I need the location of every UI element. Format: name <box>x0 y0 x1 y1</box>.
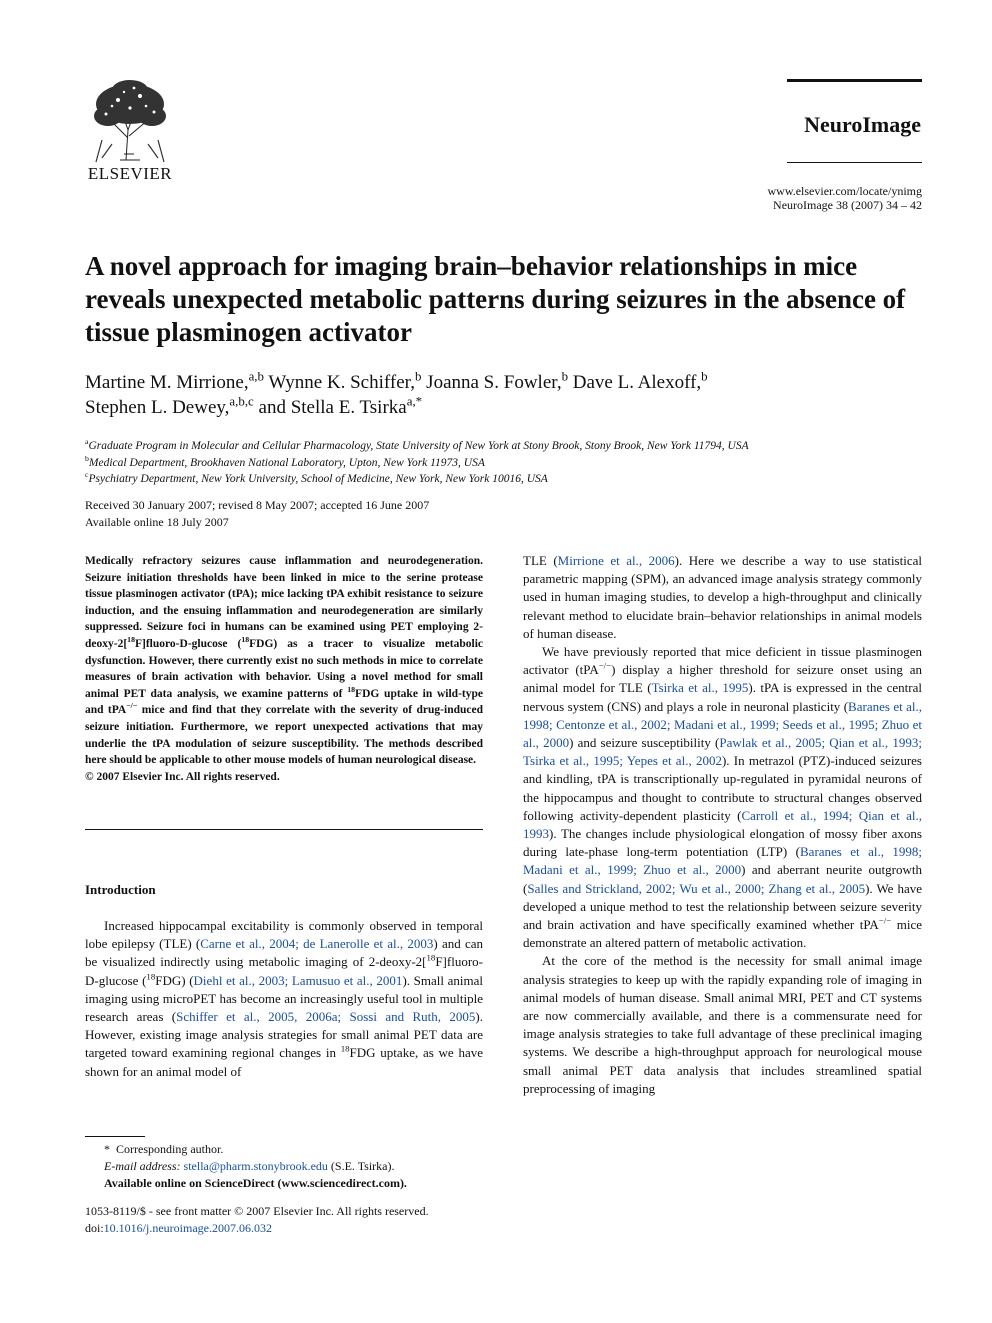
paragraph: TLE (Mirrione et al., 2006). Here we describe a way to use statistical parametric mapping (SPM), an advanced image analysis strategy commonly used in human imaging studies, to develop a high-throughput and clinically relevant method to elucidate brain–behavior relationships in animal models of human disease. <box>523 553 922 641</box>
elsevier-tree-icon <box>82 78 178 162</box>
doi-link[interactable]: 10.1016/j.neuroimage.2007.06.032 <box>103 1221 272 1235</box>
corresponding-author-note: * Corresponding author. <box>104 1142 224 1156</box>
reference-link[interactable]: Schiffer et al., 2005, 2006a; Sossi and Ruth, 2005 <box>176 1009 476 1025</box>
journal-citation: NeuroImage 38 (2007) 34 – 42 <box>773 198 922 212</box>
paragraph: We have previously reported that mice deficient in tissue plasminogen activator (tPA−/−) display a higher threshold for seizure onset using an animal model for TLE (Tsirka et al., 1995). tPA is expressed in the central nervous system (CNS) and plays a role in neuronal plasticity (Baranes et al., 1998; Centonze et al., 2002; Madani et al., 1999; Seeds et al., 1995; Zhuo et al., 2000) and seizure susceptibility (Pawlak et al., 2005; Qian et al., 1993; Tsirka et al., 1995; Yepes et al., 2002). In metrazol (PTZ)-induced seizures and kindling, tPA is transcriptionally up-regulated in pyramidal neurons of the hippocampus and thought to contribute to structural changes observed following activity-dependent plasticity (Carroll et al., 1994; Qian et al., 1993). The changes include physiological elongation of mossy fiber axons during late-phase long-term potentiation (LTP) (Baranes et al., 1998; Madani et al., 1999; Zhuo et al., 2000) and aberrant neurite outgrowth (Salles and Strickland, 2002; Wu et al., 2000; Zhang et al., 2005). We have developed a unique method to test the relationship between seizure severity and brain activation and have specifically examined whether tPA−/− mice demonstrate an altered pattern of metabolic activation. <box>523 644 923 951</box>
elsevier-logo <box>80 78 180 184</box>
author-name: Stephen L. Dewey, <box>85 397 230 418</box>
affiliation-text: Graduate Program in Molecular and Cellular Pharmacology, State University of New York at Stony Brook, Stony Brook, New York 11794, USA <box>88 440 749 452</box>
journal-rule-bottom <box>787 162 922 163</box>
paragraph: Increased hippocampal excitability is commonly observed in temporal lobe epilepsy (TLE) (Carne et al., 2004; de Lanerolle et al., 2003) and can be visualized indirectly using metabolic imaging of 2-deoxy-2[$^{18}$F]fluoro-D-glucose ($^{18}$FDG) (Diehl et al., 2003; Lamusuo et al., 2001). Small animal imaging using microPET has become an increasingly useful tool in multiple research areas (Schiffer et al., 2005, 2006a; Sossi and Ruth, 2005). However, existing image analysis strategies for small animal PET data are targeted toward examining regional changes in $^{18}$FDG uptake, as we have shown for an animal model of <box>85 918 484 1079</box>
paragraph: At the core of the method is the necessity for small animal image analysis strategies to keep up with the rapidly expanding role of imaging in animal models of human disease. Small animal MRI, PET and CT systems are now commercially available, and there is a commensurate need for image analysis strategies to take full advantage of these preclinical imaging systems. We describe a high-throughput approach for neurological mouse small animal PET data analysis that includes streamlined spatial preprocessing of imaging <box>523 953 922 1096</box>
reference-link[interactable]: Diehl et al., 2003; Lamusuo et al., 2001 <box>193 972 403 988</box>
affiliation-list <box>85 438 945 488</box>
footnote-divider <box>85 1136 145 1137</box>
copyright-block <box>85 1203 505 1237</box>
affiliation-item <box>85 438 945 455</box>
author-list <box>85 370 925 420</box>
journal-url[interactable]: www.elsevier.com/locate/ynimg <box>767 184 922 198</box>
affiliation-mark: c <box>85 470 89 480</box>
affiliation-mark: b <box>85 453 89 463</box>
body-column-left <box>85 917 483 1081</box>
author-name: Dave L. Alexoff, <box>572 372 702 393</box>
affiliation-item <box>85 455 945 472</box>
affiliation-item <box>85 471 945 488</box>
author-name: Martine M. Mirrione, <box>85 372 249 393</box>
journal-name: NeuroImage <box>804 112 921 137</box>
reference-link[interactable]: Carroll et al., 1994; Qian et al., 1993 <box>523 807 923 842</box>
abstract-text: Medically refractory seizures cause inflammation and neurodegeneration. Seizure initiation thresholds have been linked in mice to the serine protease tissue plasminogen activator (tPA); mice lacking tPA exhibit resistance to seizure induction, and the ensuing inflammation and neurodegeneration are similarly suppressed. Seizure foci in humans can be examined using PET employing 2-deoxy-2[$^{18}$F]fluoro-D-glucose ($^{18}$FDG) as a tracer to visualize metabolic dysfunction. However, there currently exist no such methods in mice to correlate measures of brain activation with behavior. Using a novel method for small animal PET data analysis, we examine patterns of $^{18}$FDG uptake in wild-type and tPA−/− mice and find that they correlate with the severity of drug-induced seizure initiation. Furthermore, we report unexpected activations that may underlie the tPA modulation of seizure susceptibility. The methods described here should be applicable to other mouse models of human neurological disease. <box>85 555 483 767</box>
author-name: Joanna S. Fowler, <box>426 372 562 393</box>
author-affiliation-mark: b <box>561 368 569 384</box>
article-dates <box>85 497 685 531</box>
publisher-name: ELSEVIER <box>87 164 173 183</box>
received-date: Received 30 January 2007; revised 8 May 2007; accepted 16 June 2007 <box>85 498 430 512</box>
reference-link[interactable]: Mirrione et al., 2006 <box>557 553 675 568</box>
author-affiliation-mark: a,b,c <box>229 393 254 409</box>
issn-line: 1053-8119/$ - see front matter © 2007 Elsevier Inc. All rights reserved. <box>85 1204 429 1218</box>
section-heading-introduction: Introduction <box>85 882 156 897</box>
reference-link[interactable]: Baranes et al., 1998; Centonze et al., 2002; Madani et al., 1999; Seeds et al., 1995; Zhuo et al., 2000 <box>523 698 922 751</box>
sciencedirect-note: Available online on ScienceDirect (www.sciencedirect.com). <box>104 1176 407 1190</box>
abstract-copyright: © 2007 Elsevier Inc. All rights reserved. <box>85 770 280 783</box>
author-name: Wynne K. Schiffer, <box>268 372 415 393</box>
reference-link[interactable]: Salles and Strickland, 2002; Wu et al., 2000; Zhang et al., 2005 <box>527 880 866 896</box>
affiliation-text: Psychiatry Department, New York University, School of Medicine, New York, New York 10016, USA <box>88 473 548 485</box>
footnote <box>85 1141 485 1192</box>
author-affiliation-mark: a,b <box>248 368 264 384</box>
author-name: and Stella E. Tsirka <box>258 397 407 418</box>
email-link[interactable]: stella@pharm.stonybrook.edu <box>183 1159 328 1173</box>
online-date: Available online 18 July 2007 <box>85 515 229 529</box>
author-affiliation-mark: b <box>701 368 708 384</box>
reference-link[interactable]: Baranes et al., 1998; Madani et al., 1999; Zhuo et al., 2000 <box>523 844 922 878</box>
abstract-divider <box>85 829 483 830</box>
abstract <box>85 553 483 785</box>
reference-link[interactable]: Tsirka et al., 1995 <box>651 680 749 696</box>
email-note: E-mail address: stella@pharm.stonybrook.edu (S.E. Tsirka). <box>104 1159 395 1173</box>
body-column-right <box>523 552 922 1098</box>
affiliation-mark: a <box>85 437 89 447</box>
reference-link[interactable]: Carne et al., 2004; de Lanerolle et al., 2003 <box>200 936 434 952</box>
journal-rule-top <box>787 79 922 82</box>
author-affiliation-mark: a,* <box>406 393 423 409</box>
affiliation-text: Medical Department, Brookhaven National Laboratory, Upton, New York 11973, USA <box>88 456 485 469</box>
doi-line: doi:10.1016/j.neuroimage.2007.06.032 <box>85 1221 272 1235</box>
article-title: A novel approach for imaging brain–behavior relationships in mice reveals unexpected metabolic patterns during seizures in the absence of tissue plasminogen activator <box>85 251 906 347</box>
reference-link[interactable]: Pawlak et al., 2005; Qian et al., 1993; Tsirka et al., 1995; Yepes et al., 2002 <box>523 735 922 769</box>
author-affiliation-mark: b <box>414 368 422 384</box>
